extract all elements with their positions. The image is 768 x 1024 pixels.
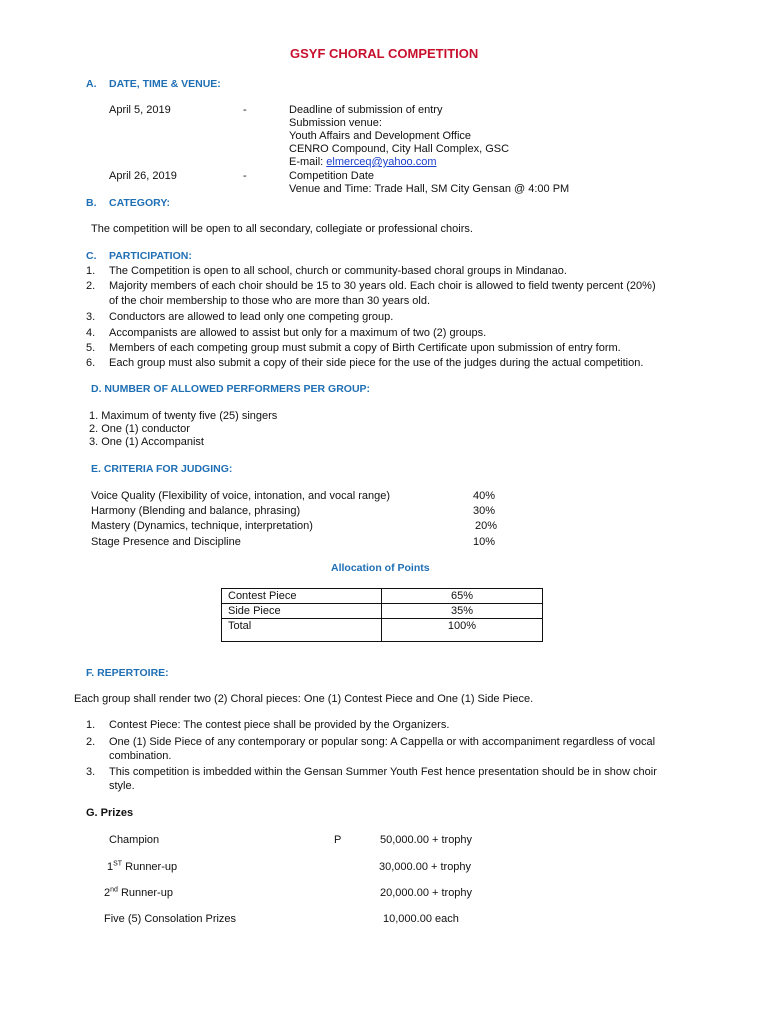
dash-2: - bbox=[243, 170, 247, 182]
allocation-table bbox=[221, 588, 543, 642]
table-row-total bbox=[222, 619, 543, 642]
criteria-value: 20% bbox=[475, 520, 498, 532]
venue-time-text: Venue and Time: Trade Hall, SM City Gensan @ 4:00 PM bbox=[289, 183, 570, 195]
participation-item: Each group must also submit a copy of their side piece for the use of the judges during the actual competition. bbox=[109, 357, 644, 369]
prize-second-amount: 20,000.00 + trophy bbox=[380, 887, 473, 899]
repertoire-item-cont: style. bbox=[109, 780, 135, 792]
prize-second-sup: nd bbox=[110, 886, 118, 894]
repertoire-item: One (1) Side Piece of any contemporary or popular song: A Cappella or with accompaniment regardless of vocal bbox=[109, 736, 656, 748]
repertoire-item-cont: combination. bbox=[109, 750, 172, 762]
performer-item: 3. One (1) Accompanist bbox=[89, 436, 204, 448]
criteria-label: Mastery (Dynamics, technique, interpretation) bbox=[91, 520, 313, 532]
competition-date-text: Competition Date bbox=[289, 170, 374, 182]
prize-first-text: Runner-up bbox=[122, 861, 178, 873]
list-number: 3. bbox=[86, 766, 96, 778]
email-label: E-mail: bbox=[289, 156, 324, 168]
dash-1: - bbox=[243, 104, 247, 116]
section-b-heading: CATEGORY: bbox=[109, 197, 171, 209]
participation-item: Majority members of each choir should be 15 to 30 years old. Each choir is allowed to field twenty percent (20%) bbox=[109, 280, 656, 292]
participation-item: Conductors are allowed to lead only one competing group. bbox=[109, 311, 394, 323]
date-deadline: April 5, 2019 bbox=[109, 104, 171, 116]
repertoire-item: Contest Piece: The contest piece shall be provided by the Organizers. bbox=[109, 719, 450, 731]
table-cell-value: 35% bbox=[382, 604, 543, 619]
prize-second-text: Runner-up bbox=[117, 887, 173, 899]
list-number: 3. bbox=[86, 311, 96, 323]
criteria-label: Stage Presence and Discipline bbox=[91, 536, 241, 548]
venue-office: Youth Affairs and Development Office bbox=[289, 130, 472, 142]
prize-first-sup: ST bbox=[113, 860, 123, 868]
criteria-value: 10% bbox=[473, 536, 496, 548]
list-number: 2. bbox=[86, 280, 96, 292]
list-number: 6. bbox=[86, 357, 96, 369]
prize-second-num: 2 bbox=[104, 887, 111, 899]
table-cell-label: Total bbox=[222, 619, 382, 642]
venue-address: CENRO Compound, City Hall Complex, GSC bbox=[289, 143, 510, 155]
prize-champion-label: Champion bbox=[109, 834, 160, 846]
criteria-label: Voice Quality (Flexibility of voice, intonation, and vocal range) bbox=[91, 490, 390, 502]
date-competition: April 26, 2019 bbox=[109, 170, 177, 182]
section-a-marker: A. bbox=[86, 78, 97, 90]
prize-second-label bbox=[104, 886, 173, 900]
section-c-heading: PARTICIPATION: bbox=[109, 250, 192, 262]
prize-first-num: 1 bbox=[107, 861, 114, 873]
list-number: 1. bbox=[86, 719, 96, 731]
section-f-heading: F. REPERTOIRE: bbox=[86, 667, 169, 679]
participation-item: Accompanists are allowed to assist but only for a maximum of two (2) groups. bbox=[109, 327, 487, 339]
list-number: 4. bbox=[86, 327, 96, 339]
repertoire-intro: Each group shall render two (2) Choral pieces: One (1) Contest Piece and One (1) Side Piece. bbox=[74, 693, 534, 705]
section-a-heading: DATE, TIME & VENUE: bbox=[109, 78, 221, 90]
deadline-text: Deadline of submission of entry bbox=[289, 104, 443, 116]
repertoire-item: This competition is imbedded within the Gensan Summer Youth Fest hence presentation should be in show choir bbox=[109, 766, 657, 778]
allocation-title: Allocation of Points bbox=[331, 562, 430, 574]
category-text: The competition will be open to all secondary, collegiate or professional choirs. bbox=[91, 223, 473, 235]
table-cell-value: 100% bbox=[382, 619, 543, 642]
participation-item: Members of each competing group must submit a copy of Birth Certificate upon submission of entry form. bbox=[109, 342, 621, 354]
participation-item-cont: of the choir membership to those who are more than 30 years old. bbox=[109, 295, 431, 307]
list-number: 2. bbox=[86, 736, 96, 748]
table-row bbox=[222, 589, 543, 604]
table-row bbox=[222, 604, 543, 619]
list-number: 5. bbox=[86, 342, 96, 354]
criteria-label: Harmony (Blending and balance, phrasing) bbox=[91, 505, 301, 517]
prize-first-label bbox=[107, 860, 177, 874]
criteria-value: 40% bbox=[473, 490, 496, 502]
list-number: 1. bbox=[86, 265, 96, 277]
performer-item: 2. One (1) conductor bbox=[89, 423, 190, 435]
email-link[interactable]: elmerceq@yahoo.com bbox=[326, 156, 437, 168]
page-title: GSYF CHORAL COMPETITION bbox=[290, 46, 479, 61]
section-e-heading: E. CRITERIA FOR JUDGING: bbox=[91, 463, 233, 475]
email-line bbox=[289, 155, 437, 169]
table-cell-value: 65% bbox=[382, 589, 543, 604]
participation-item: The Competition is open to all school, church or community-based choral groups in Mindanao. bbox=[109, 265, 567, 277]
prize-consolation-amount: 10,000.00 each bbox=[383, 913, 459, 925]
section-d-heading: D. NUMBER OF ALLOWED PERFORMERS PER GROUP: bbox=[91, 383, 371, 395]
prize-consolation-label: Five (5) Consolation Prizes bbox=[104, 913, 237, 925]
venue-label: Submission venue: bbox=[289, 117, 382, 129]
section-g-heading: G. Prizes bbox=[86, 807, 134, 819]
prize-first-amount: 30,000.00 + trophy bbox=[379, 861, 472, 873]
section-c-marker: C. bbox=[86, 250, 97, 262]
table-cell-label: Contest Piece bbox=[222, 589, 382, 604]
currency-symbol: P bbox=[334, 834, 342, 846]
section-b-marker: B. bbox=[86, 197, 97, 209]
prize-champion-amount: 50,000.00 + trophy bbox=[380, 834, 473, 846]
performer-item: 1. Maximum of twenty five (25) singers bbox=[89, 410, 278, 422]
table-cell-label: Side Piece bbox=[222, 604, 382, 619]
criteria-value: 30% bbox=[473, 505, 496, 517]
